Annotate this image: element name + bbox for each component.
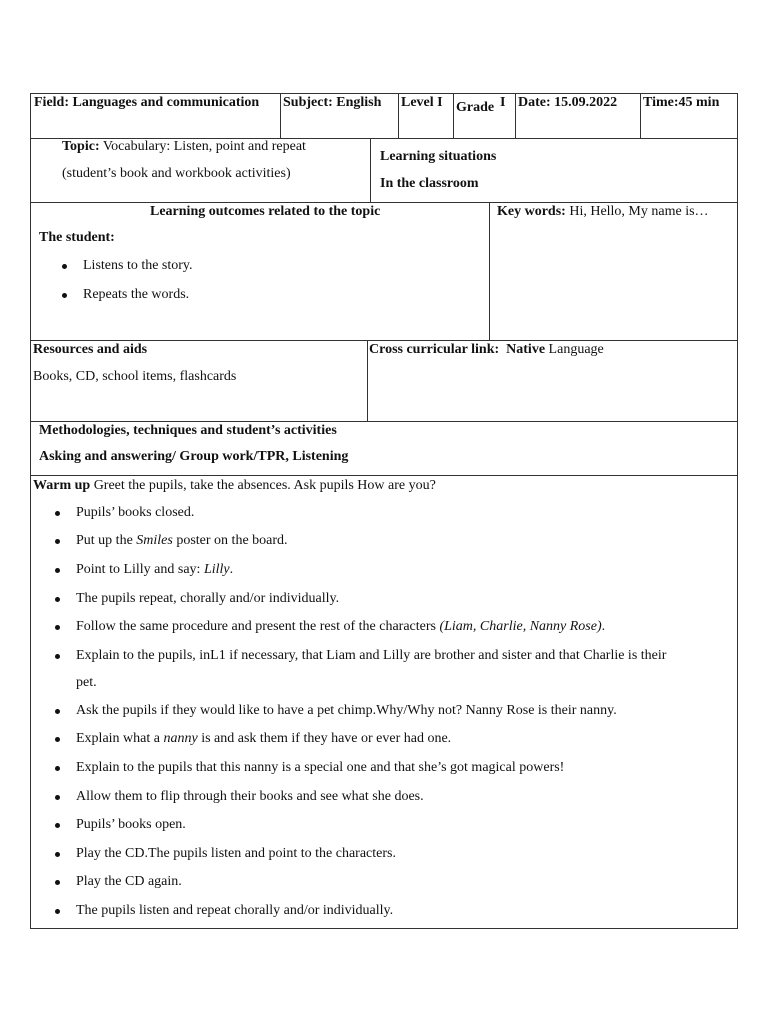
cross-link-line — [369, 341, 604, 359]
warmup-bullet — [55, 597, 60, 602]
warmup-continuation: pet. — [76, 675, 97, 690]
warmup-item-text: The pupils listen and repeat chorally and/or individually. — [76, 903, 394, 918]
resources-value: Books, CD, school items, flashcards — [33, 369, 237, 384]
grade-value: I — [500, 95, 506, 110]
warmup-text: Greet the pupils, take the absences. Ask pupils How are you? — [93, 478, 436, 493]
warmup-bullet — [55, 568, 60, 573]
time-text: Time:45 min — [643, 95, 720, 110]
topic-line — [62, 138, 306, 156]
warmup-item-text: Explain to the pupils, inL1 if necessary, that Liam and Lilly are brother and sister and that Charlie is their — [76, 648, 667, 663]
outcomes-title: Learning outcomes related to the topic — [150, 204, 381, 219]
methods-title: Methodologies, techniques and student’s activities — [39, 423, 337, 438]
warmup-bullet — [55, 823, 60, 828]
situations-label: Learning situations — [380, 149, 497, 164]
topic-text: Vocabulary: Listen, point and repeat — [102, 139, 306, 154]
warmup-item-text: Point to Lilly and say: — [76, 562, 204, 577]
outcome-bullet — [62, 264, 67, 269]
warmup-item-emphasis: Smiles — [136, 533, 173, 548]
warmup-item-text: Put up the — [76, 533, 137, 548]
warmup-bullet — [55, 539, 60, 544]
cross-link-value: Language — [548, 342, 604, 357]
outcome-item: Listens to the story. — [83, 258, 193, 273]
warmup-item — [76, 788, 424, 806]
keywords-label: Key words: — [497, 204, 566, 219]
cross-link-bold: Native — [506, 342, 546, 357]
warmup-item-text: The pupils repeat, chorally and/or individually. — [76, 591, 340, 606]
warmup-bullet — [55, 880, 60, 885]
cross-link-label: Cross curricular link: — [369, 342, 500, 357]
warmup-item-emphasis: Lilly — [203, 562, 230, 577]
warmup-item-text: Explain what a — [76, 731, 164, 746]
level-text: Level I — [401, 95, 443, 110]
warmup-item — [76, 504, 194, 522]
warmup-bullet — [55, 852, 60, 857]
warmup-item-tail: . — [601, 619, 606, 634]
warmup-item — [76, 618, 605, 636]
subject-text: Subject: English — [283, 95, 382, 110]
keywords-cell — [489, 202, 738, 341]
keywords-line — [497, 203, 709, 221]
warmup-item-text: Play the CD.The pupils listen and point to the characters. — [76, 846, 396, 861]
warmup-item — [76, 647, 666, 665]
date-text: Date: 15.09.2022 — [518, 95, 618, 110]
warmup-item-text: Play the CD again. — [76, 874, 182, 889]
warmup-item-tail: . — [229, 562, 234, 577]
warmup-line — [33, 477, 436, 495]
warmup-bullet — [55, 625, 60, 630]
warmup-item-tail: is and ask them if they have or ever had one. — [197, 731, 452, 746]
warmup-item — [76, 873, 182, 891]
student-label: The student: — [39, 230, 115, 245]
warmup-item-text: Ask the pupils if they would like to have a pet chimp.Why/Why not? Nanny Rose is their nanny. — [76, 703, 617, 718]
methods-value: Asking and answering/ Group work/TPR, Listening — [39, 449, 349, 464]
warmup-bullet — [55, 709, 60, 714]
warmup-item — [76, 532, 288, 550]
resources-label: Resources and aids — [33, 342, 148, 357]
warmup-item — [76, 902, 393, 920]
outcome-bullet — [62, 293, 67, 298]
warmup-item — [76, 759, 564, 777]
topic-label: Topic: — [62, 139, 100, 154]
outcome-item: Repeats the words. — [83, 287, 190, 302]
warmup-item-tail: poster on the board. — [172, 533, 288, 548]
warmup-item — [76, 702, 617, 720]
warmup-item-text: Explain to the pupils that this nanny is a special one and that she’s got magical powers! — [76, 760, 565, 775]
warmup-bullet — [55, 511, 60, 516]
field-text: Field: Languages and communication — [34, 95, 260, 110]
warmup-label: Warm up — [33, 478, 91, 493]
warmup-item — [76, 816, 186, 834]
warmup-item-text: Pupils’ books closed. — [76, 505, 195, 520]
warmup-bullet — [55, 737, 60, 742]
warmup-item — [76, 730, 451, 748]
warmup-item — [76, 845, 396, 863]
warmup-bullet — [55, 654, 60, 659]
keywords-value: Hi, Hello, My name is… — [569, 204, 709, 219]
warmup-item-emphasis: nanny — [163, 731, 198, 746]
warmup-item-text: Allow them to flip through their books and see what she does. — [76, 789, 424, 804]
warmup-item-text: Pupils’ books open. — [76, 817, 186, 832]
warmup-item — [76, 561, 233, 579]
warmup-bullet — [55, 909, 60, 914]
situations-value: In the classroom — [380, 176, 479, 191]
warmup-item-emphasis: (Liam, Charlie, Nanny Rose) — [439, 619, 602, 634]
warmup-item-text: Follow the same procedure and present the rest of the characters — [76, 619, 440, 634]
grade-label: Grade — [456, 100, 495, 115]
warmup-bullet — [55, 795, 60, 800]
topic-line2: (student’s book and workbook activities) — [62, 166, 291, 181]
warmup-item — [76, 590, 339, 608]
warmup-bullet — [55, 766, 60, 771]
